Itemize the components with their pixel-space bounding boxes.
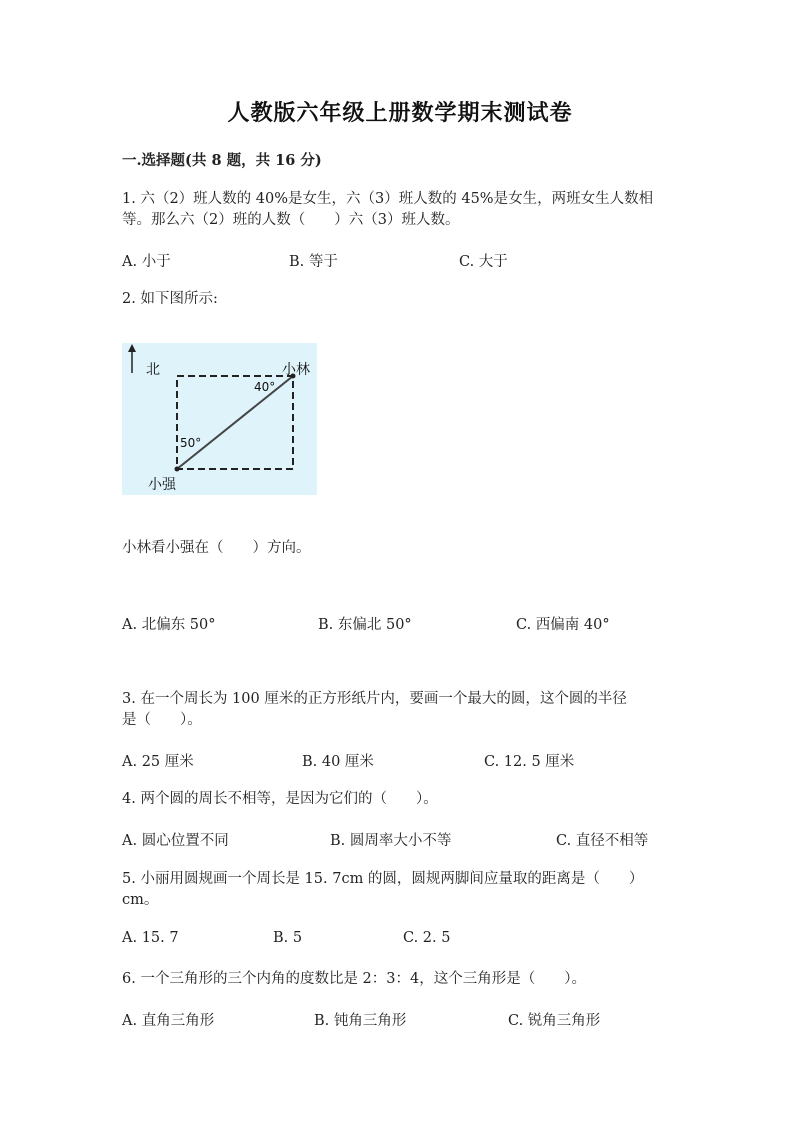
qiang-point (175, 467, 180, 472)
qiang-label: 小强 (148, 477, 176, 493)
question-text-line: 3. 在一个周长为 100 厘米的正方形纸片内，要画一个最大的圆，这个圆的半径 (122, 691, 627, 707)
question-text-line: 是（ ）。 (122, 712, 202, 728)
option-b[interactable]: B. 圆周率大小不等 (330, 833, 452, 849)
angle-bottom-label: 50° (180, 436, 202, 450)
option-c[interactable]: C. 西偏南 40° (516, 617, 610, 633)
option-c[interactable]: C. 12. 5 厘米 (484, 754, 575, 770)
option-c[interactable]: C. 大于 (459, 254, 508, 270)
option-a[interactable]: A. 圆心位置不同 (122, 833, 229, 849)
question-text-line: 5. 小丽用圆规画一个周长是 15. 7cm 的圆，圆规两脚间应量取的距离是（ ） (122, 871, 644, 887)
option-c[interactable]: C. 2. 5 (403, 930, 451, 946)
question-text-line: 2. 如下图所示: (122, 291, 218, 307)
option-a[interactable]: A. 直角三角形 (122, 1013, 215, 1029)
option-a[interactable]: A. 15. 7 (122, 930, 179, 946)
option-b[interactable]: B. 40 厘米 (302, 754, 374, 770)
page-title: 人教版六年级上册数学期末测试卷 (227, 100, 573, 126)
option-a[interactable]: A. 25 厘米 (122, 754, 194, 770)
option-b[interactable]: B. 5 (273, 930, 303, 946)
direction-diagram (122, 343, 317, 495)
question-text-line: 6. 一个三角形的三个内角的度数比是 2：3：4，这个三角形是（ ）。 (122, 971, 586, 987)
direction-figure (122, 343, 317, 495)
option-a[interactable]: A. 北偏东 50° (122, 617, 216, 633)
question-text-line: 1. 六（2）班人数的 40%是女生，六（3）班人数的 45%是女生，两班女生人数相 (122, 191, 654, 207)
option-b[interactable]: B. 东偏北 50° (318, 617, 412, 633)
question-prompt: 小林看小强在（ ）方向。 (122, 540, 311, 556)
option-b[interactable]: B. 钝角三角形 (314, 1013, 407, 1029)
north-label: 北 (146, 362, 160, 378)
option-c[interactable]: C. 直径不相等 (556, 833, 649, 849)
angle-top-label: 40° (254, 380, 276, 394)
option-b[interactable]: B. 等于 (289, 254, 338, 270)
question-text-line: 4. 两个圆的周长不相等，是因为它们的（ ）。 (122, 791, 438, 807)
option-a[interactable]: A. 小于 (122, 254, 171, 270)
option-c[interactable]: C. 锐角三角形 (508, 1013, 601, 1029)
question-text-line: cm。 (122, 892, 159, 908)
lin-label: 小林 (282, 362, 310, 378)
question-text-line: 等。那么六（2）班的人数（ ）六（3）班人数。 (122, 212, 460, 228)
section-heading: 一.选择题(共 8 题，共 16 分) (122, 152, 322, 169)
